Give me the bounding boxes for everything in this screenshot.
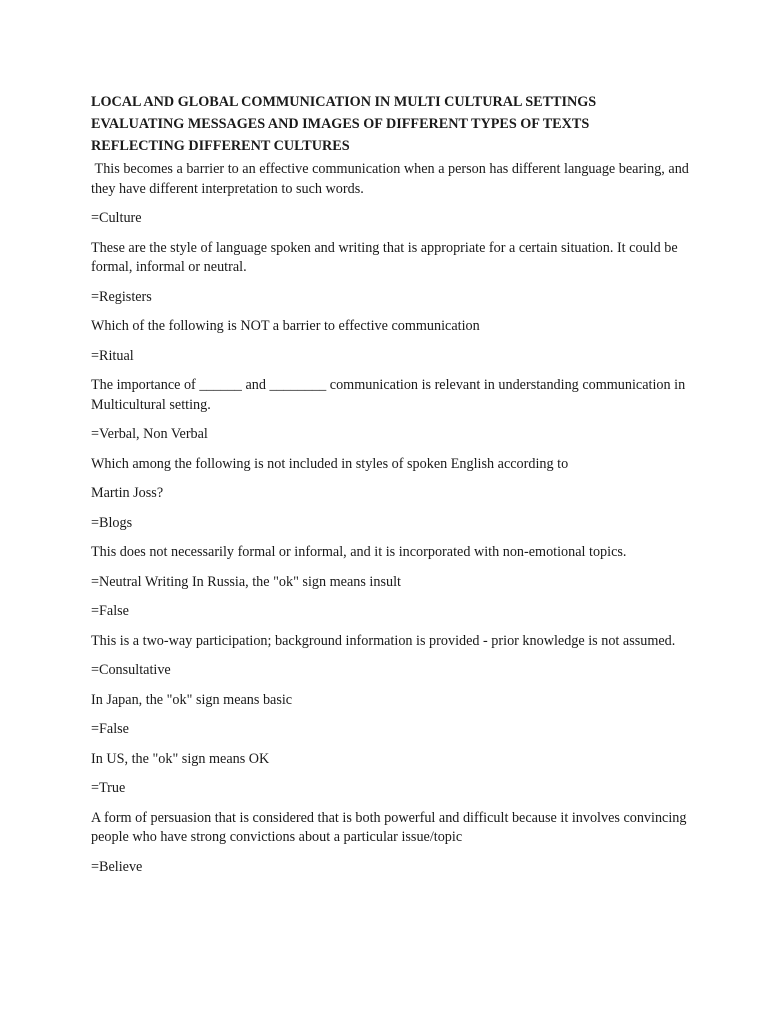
paragraph-answer: =Culture: [91, 210, 142, 226]
paragraph-answer: =False: [91, 721, 129, 737]
document-title-line-2: EVALUATING MESSAGES AND IMAGES OF DIFFERENT TYPES OF TEXTS: [91, 116, 590, 132]
paragraph-question: This does not necessarily formal or informal, and it is incorporated with non-emotional topics.: [91, 544, 627, 560]
paragraph-answer: =Blogs: [91, 514, 133, 531]
paragraph-question: In US, the "ok" sign means OK: [91, 750, 270, 767]
document-title-line-3: REFLECTING DIFFERENT CULTURES: [91, 138, 350, 154]
paragraph-question: Which of the following is NOT a barrier to effective communication: [91, 318, 480, 334]
paragraph-question: In Japan, the "ok" sign means basic: [91, 691, 293, 708]
paragraph-answer: =Believe: [91, 858, 143, 875]
paragraph-question: Which among the following is not included in styles of spoken English according to: [91, 455, 569, 472]
paragraph-question: These are the style of language spoken and writing that is appropriate for a certain situation. It could be formal, informal or neutral.: [91, 239, 682, 275]
paragraph-answer: =Registers: [91, 288, 152, 305]
paragraph-question-continued: Martin Joss?: [91, 485, 164, 501]
paragraph-answer: =Ritual: [91, 347, 134, 364]
document-title-line-1: LOCAL AND GLOBAL COMMUNICATION IN MULTI CULTURAL SETTINGS: [91, 94, 597, 110]
paragraph-question: This becomes a barrier to an effective communication when a person has different language bearing, and they have different interpretation to such words.: [91, 161, 693, 197]
paragraph-question: The importance of ______ and ________ communication is relevant in understanding communication in Multicultural setting.: [91, 377, 689, 413]
paragraph-answer: =False: [91, 603, 129, 619]
paragraph-answer: =Consultative: [91, 662, 171, 678]
paragraph-answer: =Verbal, Non Verbal: [91, 426, 208, 442]
paragraph-answer: =Neutral Writing In Russia, the "ok" sign means insult: [91, 573, 401, 590]
paragraph-question: This is a two-way participation; background information is provided - prior knowledge is not assumed.: [91, 632, 676, 649]
paragraph-answer: =True: [91, 780, 126, 796]
document-page: [91, 93, 691, 887]
paragraph-question: A form of persuasion that is considered that is both powerful and difficult because it involves convincing people who have strong convictions about a particular issue/topic: [91, 809, 691, 845]
